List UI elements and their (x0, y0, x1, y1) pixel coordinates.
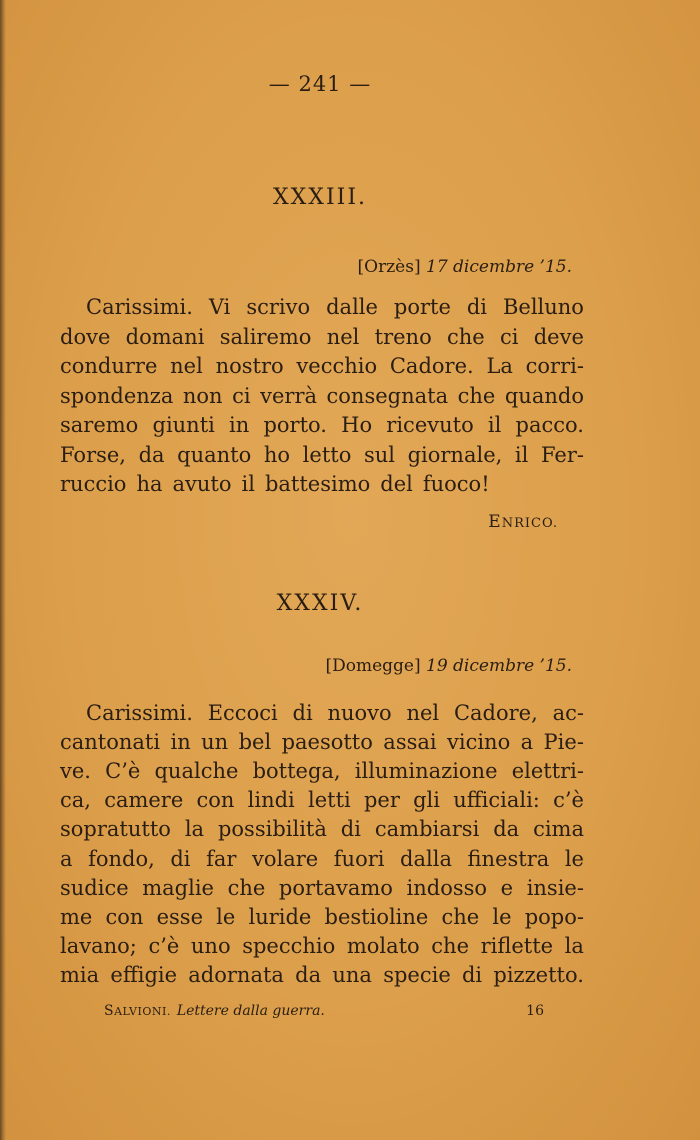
text-line: dove domani saliremo nel treno che ci deve (60, 324, 584, 349)
page-edge (0, 0, 6, 1140)
text-line: lavano; c’è uno specchio molato che riflette la (60, 933, 584, 958)
text-line: cantonati in un bel paesotto assai vicino a Pie- (60, 730, 584, 755)
dateline-date: 19 dicembre ’15. (426, 656, 572, 676)
dateline-date: 17 dicembre ’15. (426, 257, 572, 277)
text-line: saremo giunti in porto. Ho ricevuto il pacco. (60, 413, 584, 437)
signature-initial: E (488, 512, 502, 532)
text-line: Forse, da quanto ho letto sul giornale, il Fer- (60, 442, 584, 467)
letter-dateline-xxxiii (358, 257, 572, 277)
signature-mark: 16 (526, 1003, 544, 1019)
text-line: ca, camere con lindi letti per gli ufficiali: c’è (60, 788, 584, 813)
text-line: spondenza non ci verrà consegnata che quando (60, 383, 584, 408)
text-line: sopratutto la possibilità di cambiarsi da cima (60, 817, 584, 842)
letter-dateline-xxxiv (325, 656, 572, 676)
dateline-place: [Domegge] (325, 656, 421, 676)
footer-author: SALVIONI. (104, 1003, 171, 1019)
text-line: ve. C’è qualche bottega, illuminazione elettri- (60, 759, 584, 784)
footer-book-title: Lettere dalla guerra. (176, 1003, 325, 1019)
text-line: a fondo, di far volare fuori dalla finestra le (60, 846, 584, 871)
text-line: mia effigie adornata da una specie di pizzetto. (60, 962, 584, 987)
page-number: — 241 — (268, 72, 372, 96)
text-line: sudice maglie che portavamo indosso e insie- (60, 875, 584, 900)
running-footer (104, 1003, 325, 1019)
text-line: Carissimi. Vi scrivo dalle porte di Belluno (86, 295, 584, 319)
signature (488, 512, 558, 532)
letter-heading-xxxiv: XXXIV. (276, 591, 364, 616)
page-footer (104, 1003, 544, 1019)
letter-heading-xxxiii: XXXIII. (272, 185, 368, 210)
text-line: Carissimi. Eccoci di nuovo nel Cadore, ac- (86, 701, 584, 725)
text-line: ruccio ha avuto il battesimo del fuoco! (60, 472, 490, 496)
dateline-place: [Orzès] (357, 257, 421, 277)
text-line: condurre nel nostro vecchio Cadore. La corri- (60, 354, 584, 378)
text-line: me con esse le luride bestioline che le popo- (60, 904, 584, 929)
signature-rest: NRICO. (501, 516, 558, 531)
